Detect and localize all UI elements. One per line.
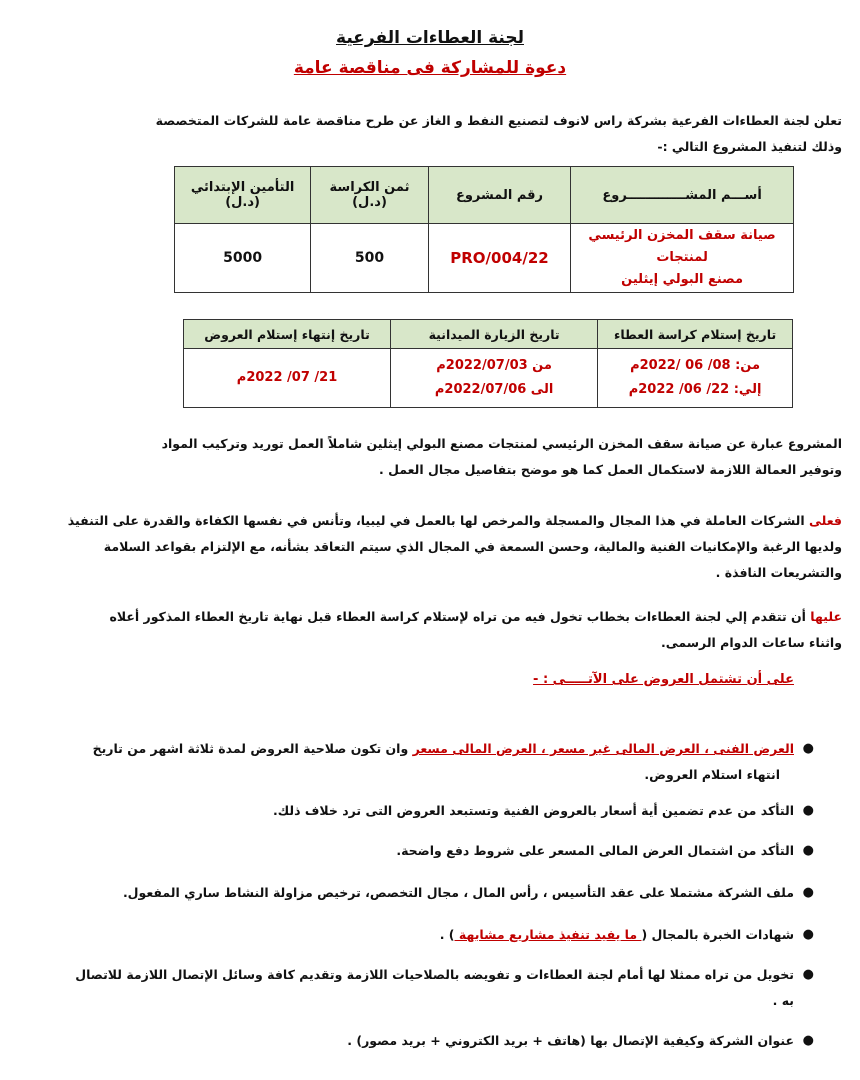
table-row	[175, 224, 794, 293]
eligibility-line	[18, 508, 842, 534]
eligibility-lead: فعلى	[809, 513, 842, 528]
bullet-icon: ●	[802, 741, 814, 756]
item-text: ملف الشركة مشتملا على عقد التأسيس ، رأس المال ، مجال التخصص، ترخيص مزاولة النشاط ساري المفعول.	[122, 885, 794, 900]
item-text: التأكد من اشتمال العرض المالى المسعر على شروط دفع واضحة.	[396, 843, 794, 858]
cell-text: الى 2022/07/06م	[434, 382, 554, 397]
subtitle-text: دعوة للمشاركة فى مناقصة عامة	[293, 58, 567, 78]
close-date-cell: 21/ 07/ 2022م	[184, 349, 391, 408]
item-text: وان تكون صلاحية العروض لمدة ثلاثة اشهر من تاريخ	[92, 741, 413, 756]
deposit-cell: 5000	[175, 224, 311, 293]
cell-text: مصنع البولي إيثلين	[621, 272, 744, 287]
list-item	[18, 798, 822, 824]
project-table-header	[175, 167, 794, 224]
item-text: به .	[772, 993, 794, 1008]
document-title	[0, 28, 860, 48]
bullet-icon: ●	[802, 843, 814, 858]
description-line: المشروع عبارة عن صيانة سقف المخزن الرئيسي لمنتجات مصنع البولي إيثلين شاملاً العمل توريد وتركيب المواد	[161, 436, 842, 451]
intro-line: وذلك لتنفيذ المشروع التالي :-	[657, 139, 842, 154]
list-item	[18, 838, 822, 864]
item-red-text: العرض الفنى ، العرض المالى غير مسعر ، العرض المالى مسعر	[412, 741, 794, 756]
item-red-text: ما يفيد تنفيذ مشاريع مشابهة	[454, 927, 642, 942]
submission-line	[18, 604, 842, 630]
offers-requirements-list	[18, 736, 822, 1054]
cell-text: صيانة سقف المخزن الرئيسي لمنتجات	[588, 228, 776, 265]
item-text: انتهاء استلام العروض.	[644, 767, 780, 782]
cell-text: من 2022/07/03م	[436, 358, 552, 373]
cell-text: إلي: 22/ 06/ 2022م	[628, 382, 762, 397]
project-number-cell: PRO/004/22	[428, 224, 570, 293]
header-close-date: تاريخ إنتهاء إستلام العروض	[184, 320, 391, 349]
bullet-icon: ●	[802, 885, 814, 900]
eligibility-paragraph	[18, 508, 842, 586]
header-deposit	[175, 167, 311, 224]
header-receive-date: تاريخ إستلام كراسة العطاء	[598, 320, 793, 349]
bullet-icon: ●	[802, 803, 814, 818]
intro-paragraph	[18, 108, 842, 160]
header-text: التأمين الإبتدائي	[190, 180, 295, 195]
header-project-number: رقم المشروع	[428, 167, 570, 224]
cell-text: من: 08/ 06 /2022م	[630, 358, 761, 373]
eligibility-text: الشركات العاملة في هذا المجال والمسجلة والمرخص لها بالعمل في ليبيا، وتأنس في نفسها الكفاءة والقدرة على التنفيذ	[67, 513, 809, 528]
offers-heading: على أن تشتمل العروض على الآتـــــى : -	[533, 672, 794, 687]
header-booklet-price	[311, 167, 429, 224]
intro-line: تعلن لجنة العطاءات الفرعية بشركة راس لانوف لتصنيع النفط و الغاز عن طرح مناقصة عامة للشركات المتخصصة	[155, 113, 842, 128]
header-text: ثمن الكراسة	[329, 180, 410, 195]
submission-line: واثناء ساعات الدوام الرسمى.	[660, 635, 842, 650]
header-text: (د.ل)	[352, 195, 387, 210]
title-text: لجنة العطاءات الفرعية	[336, 28, 524, 48]
list-item	[18, 922, 822, 948]
document-subtitle	[0, 58, 860, 78]
description-line: وتوفير العمالة اللازمة لاستكمال العمل كما هو موضح بتفاصيل مجال العمل .	[378, 462, 842, 477]
item-text: شهادات الخبرة بالمجال (	[641, 927, 794, 942]
item-text: عنوان الشركة وكيفية الإتصال بها (هاتف + بريد الكتروني + بريد مصور) .	[347, 1033, 794, 1048]
submission-lead: عليها	[810, 609, 842, 624]
booklet-price-cell: 500	[311, 224, 429, 293]
header-text: (د.ل)	[225, 195, 260, 210]
list-item	[18, 880, 822, 906]
submission-text: أن تتقدم إلي لجنة العطاءات بخطاب تخول فيه من تراه لإستلام كراسة العطاء قبل نهاية تاريخ العطاء المذكور أعلاه	[109, 609, 811, 624]
list-item	[18, 1028, 822, 1054]
list-item	[18, 736, 822, 788]
description-paragraph	[18, 431, 842, 483]
dates-table-header	[184, 320, 793, 349]
receive-date-cell	[598, 349, 793, 408]
eligibility-line: ولديها الرغبة والإمكانيات الفنية والمالية، وحسن السمعة في المجال الذي سيتم التعاقد بشأنه، مع الإلتزام بقواعد السلامة	[103, 539, 842, 554]
project-table	[174, 166, 794, 293]
bullet-icon: ●	[802, 927, 814, 942]
bullet-icon: ●	[802, 1033, 814, 1048]
item-text: التأكد من عدم تضمين أية أسعار بالعروض الفنية وتستبعد العروض التى ترد خلاف ذلك.	[272, 803, 794, 818]
table-row	[184, 349, 793, 408]
visit-date-cell	[391, 349, 598, 408]
item-text: ) .	[439, 927, 455, 942]
header-visit-date: تاريخ الزيارة الميدانية	[391, 320, 598, 349]
header-project-name: أســـم المشـــــــــــــروع	[571, 167, 794, 224]
bullet-icon: ●	[802, 967, 814, 982]
eligibility-line: والتشريعات النافذة .	[715, 565, 842, 580]
project-name-cell	[571, 224, 794, 293]
item-text: تخويل من تراه ممثلا لها أمام لجنة العطاءات و تفويضه بالصلاحيات اللازمة وتقديم كافة وسائل الإتصال اللازمة للاتصال	[75, 967, 794, 982]
submission-paragraph	[18, 604, 842, 656]
list-item	[18, 962, 822, 1014]
dates-table	[183, 319, 793, 408]
